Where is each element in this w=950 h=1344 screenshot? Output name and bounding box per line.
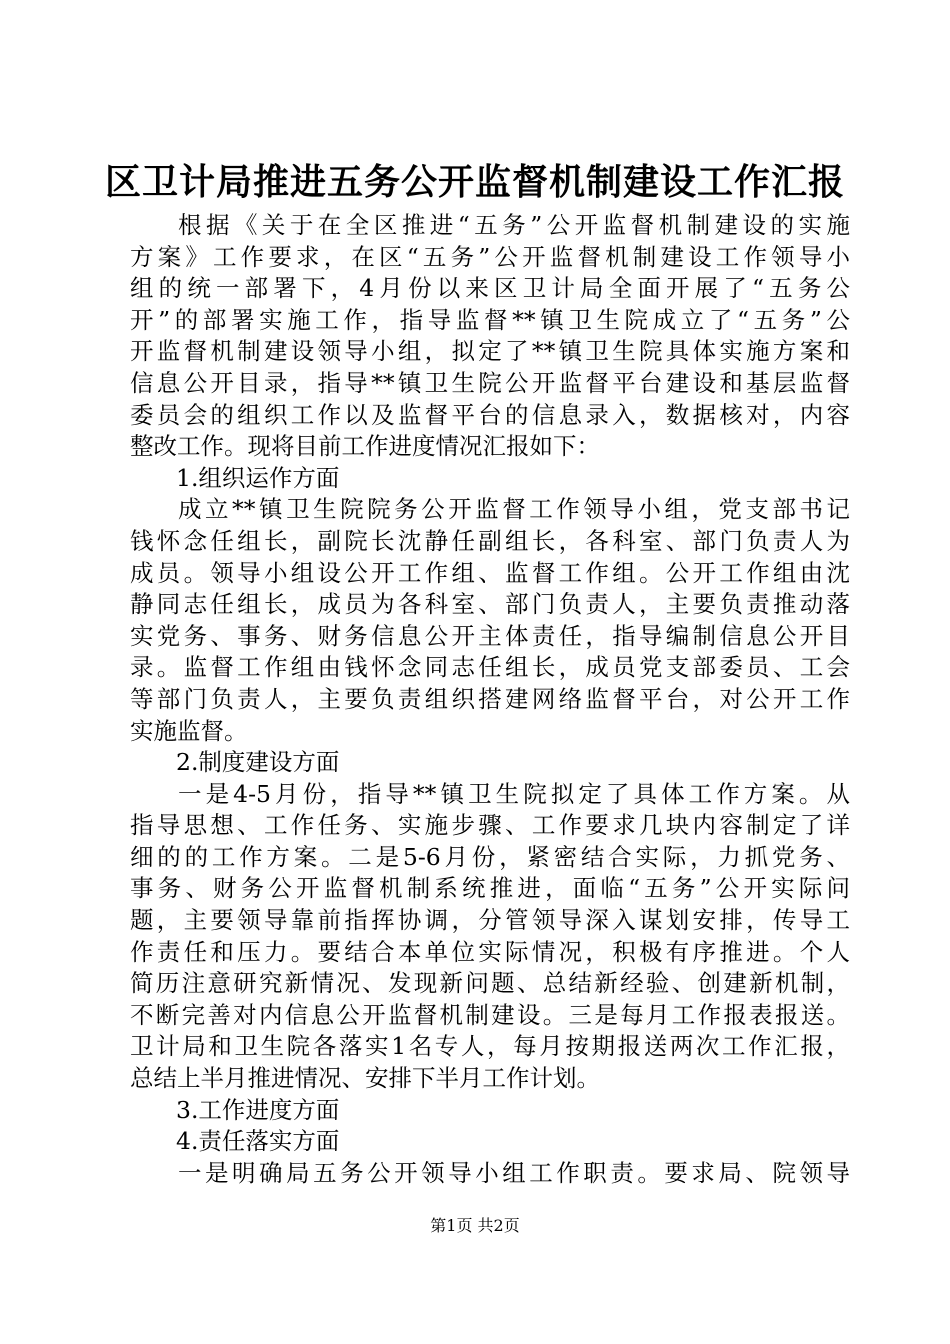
section-heading: 2.制度建设方面	[176, 748, 340, 777]
paragraph-line: 总结上半月推进情况、安排下半月工作计划。	[130, 1064, 600, 1093]
paragraph-line: 事务、财务公开监督机制系统推进，面临“五务”公开实际问	[130, 874, 850, 903]
paragraph-line: 一是明确局五务公开领导小组工作职责。要求局、院领导	[178, 1158, 850, 1187]
paragraph-line: 开”的部署实施工作，指导监督**镇卫生院成立了“五务”公	[130, 305, 850, 334]
paragraph-line: 钱怀念任组长，副院长沈静任副组长，各科室、部门负责人为	[130, 526, 850, 555]
paragraph-line: 信息公开目录，指导**镇卫生院公开监督平台建设和基层监督	[130, 368, 850, 397]
section-heading: 3.工作进度方面	[176, 1095, 340, 1124]
paragraph-line: 卫计局和卫生院各落实1名专人，每月按期报送两次工作汇报，	[130, 1032, 850, 1061]
paragraph-line: 不断完善对内信息公开监督机制建设。三是每月工作报表报送。	[130, 1000, 850, 1029]
paragraph-line: 开监督机制建设领导小组，拟定了**镇卫生院具体实施方案和	[130, 337, 850, 366]
paragraph-line: 整改工作。现将目前工作进度情况汇报如下：	[130, 432, 600, 461]
section-heading: 4.责任落实方面	[176, 1127, 340, 1156]
document-body	[130, 210, 850, 1189]
paragraph-line: 细的的工作方案。二是5-6月份，紧密结合实际，力抓党务、	[130, 842, 850, 871]
document-title: 区卫计局推进五务公开监督机制建设工作汇报	[104, 161, 845, 203]
paragraph-line: 题，主要领导靠前指挥协调，分管领导深入谋划安排，传导工	[130, 906, 850, 935]
paragraph-line: 简历注意研究新情况、发现新问题、总结新经验、创建新机制，	[130, 969, 850, 998]
paragraph-line: 成员。领导小组设公开工作组、监督工作组。公开工作组由沈	[130, 558, 850, 587]
paragraph-line: 委员会的组织工作以及监督平台的信息录入，数据核对，内容	[130, 400, 850, 429]
paragraph-line: 静同志任组长，成员为各科室、部门负责人，主要负责推动落	[130, 590, 850, 619]
paragraph-line: 一是4-5月份，指导**镇卫生院拟定了具体工作方案。从	[178, 779, 850, 808]
paragraph-line: 录。监督工作组由钱怀念同志任组长，成员党支部委员、工会	[130, 653, 850, 682]
paragraph-line: 方案》工作要求，在区“五务”公开监督机制建设工作领导小	[130, 242, 850, 271]
paragraph-line: 作责任和压力。要结合本单位实际情况，积极有序推进。个人	[130, 937, 850, 966]
paragraph-line: 指导思想、工作任务、实施步骤、工作要求几块内容制定了详	[130, 811, 850, 840]
paragraph-line: 等部门负责人，主要负责组织搭建网络监督平台，对公开工作	[130, 684, 850, 713]
page-number-footer: 第1页 共2页	[430, 1216, 520, 1235]
paragraph-line: 根据《关于在全区推进“五务”公开监督机制建设的实施	[178, 211, 850, 239]
paragraph-line: 组的统一部署下，4月份以来区卫计局全面开展了“五务公	[130, 274, 850, 303]
paragraph-line: 成立**镇卫生院院务公开监督工作领导小组，党支部书记	[178, 495, 850, 524]
paragraph-line: 实党务、事务、财务信息公开主体责任，指导编制信息公开目	[130, 621, 850, 650]
section-heading: 1.组织运作方面	[176, 463, 340, 492]
paragraph-line: 实施监督。	[130, 716, 248, 745]
